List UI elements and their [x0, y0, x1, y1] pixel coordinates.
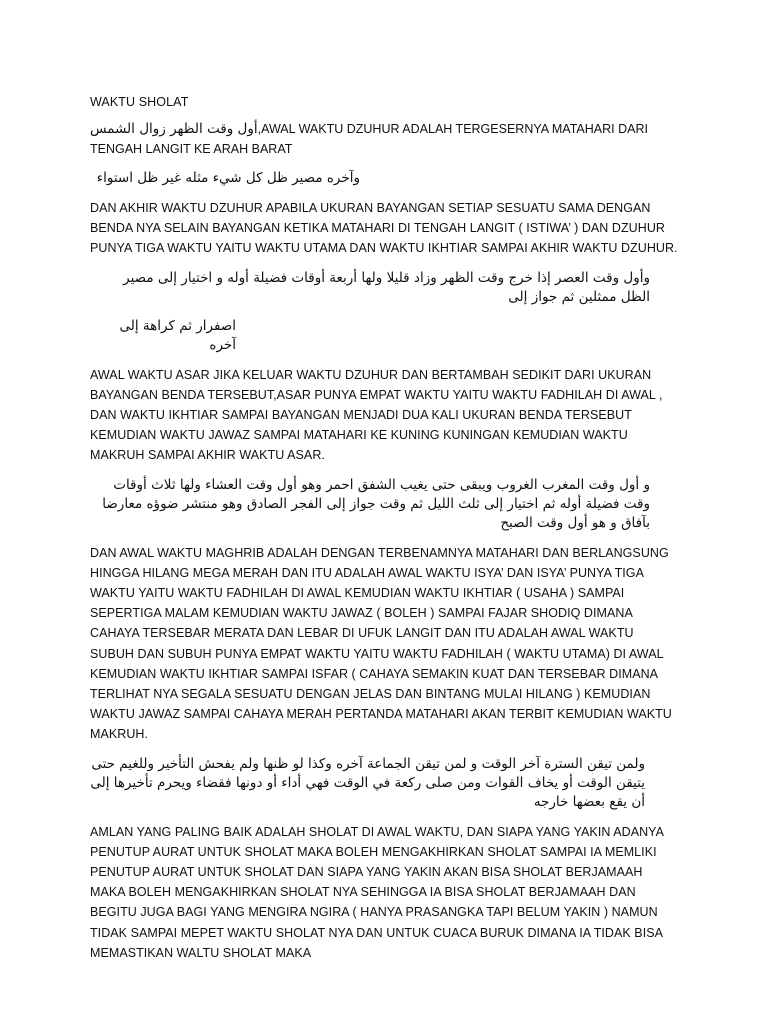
paragraph-maghrib-isya-subuh: DAN AWAL WAKTU MAGHRIB ADALAH DENGAN TERBENAMNYA MATAHARI DAN BERLANGSUNG HINGGA HILANG MEGA MERAH DAN ITU ADALAH AWAL WAKTU ISYA’ DAN ISYA’ PUNYA TIGA WAKTU YAITU WAKTU FADHILAH DI AWAL KEMUDIAN WAKTU IKHTIAR ( USAHA ) SAMPAI SEPERTIGA MALAM KEMUDIAN WAKTU JAWAZ ( BOLEH ) SAMPAI FAJAR SHODIQ DIMANA CAHAYA TERSEBAR MERATA DAN LEBAR DI UFUK LANGIT DAN ITU ADALAH AWAL WAKTU SUBUH DAN SUBUH PUNYA EMPAT WAKTU YAITU WAKTU FADHILAH ( WAKTU UTAMA) DI AWAL KEMUDIAN WAKTU IKHTIAR SAMPAI ISFAR ( CAHAYA SEMAKIN KUAT DAN TERSEBAR DIMANA TERLIHAT NYA SEGALA SESUATU DENGAN JELAS DAN BINTANG MULAI HILANG ) KEMUDIAN WAKTU JAWAZ SAMPAI CAHAYA MERAH PERTANDA MATAHARI AKAN TERBIT KEMUDIAN WAKTU MAKRUH.: [90, 545, 672, 742]
arabic-paragraph-asar-start: وأول وقت العصر إذا خرج وقت الظهر وزاد قليلا ولها أربعة أوقات فضيلة أوله و اختيار إلى مصير الظل ممثلين ثم جواز إلى: [123, 269, 650, 305]
latin-text-dzuhur-start: ,AWAL WAKTU DZUHUR ADALAH TERGESERNYA MATAHARI DARI TENGAH LANGIT KE ARAH BARAT: [90, 122, 648, 156]
paragraph-dzuhur-start: [90, 119, 680, 159]
arabic-paragraph-asar-end: اصفرار ثم كراهة إلى آخره: [119, 317, 236, 353]
document-title: WAKTU SHOLAT: [90, 95, 189, 109]
arabic-paragraph-delay: ولمن تيقن السترة آخر الوقت و لمن تيقن الجماعة آخره وكذا لو ظنها ولم يفحش التأخير وللغيم حتى يتيقن الوقت أو يخاف القوات ومن صلى ركعة في الوقت فهي أداء أو دونها فقضاء ويحرم تأخيرها إلى أن يقع بعضها خارجه: [90, 755, 645, 810]
arabic-paragraph-dzuhur-end: وآخره مصير ظل كل شيء مثله غير ظل استواء: [96, 170, 360, 186]
arabic-paragraph-maghrib: و أول وقت المغرب الغروب ويبقى حتى يغيب الشفق احمر وهو أول وقت العشاء ولها ثلاث أوقات وقت فضيلة أوله ثم اختيار إلى ثلث الليل ثم وقت جواز إلى الفجر الصادق وهو منتشر ضوؤه معارضا بآفاق و هو أول وقت الصبح: [102, 476, 650, 531]
paragraph-dzuhur-end: DAN AKHIR WAKTU DZUHUR APABILA UKURAN BAYANGAN SETIAP SESUATU SAMA DENGAN BENDA NYA SELAIN BAYANGAN KETIKA MATAHARI DI TENGAH LANGIT ( ISTIWA’ ) DAN DZUHUR PUNYA TIGA WAKTU YAITU WAKTU UTAMA DAN WAKTU IKHTIAR SAMPAI AKHIR WAKTU DZUHUR.: [90, 201, 678, 256]
arabic-text-dzuhur-start: أول وقت الظهر زوال الشمس: [90, 121, 258, 137]
paragraph-delay: AMLAN YANG PALING BAIK ADALAH SHOLAT DI AWAL WAKTU, DAN SIAPA YANG YAKIN ADANYA PENUTUP AURAT UNTUK SHOLAT MAKA BOLEH MENGAKHIRKAN SHOLAT SAMPAI IA MEMLIKI PENUTUP AURAT UNTUK SHOLAT DAN SIAPA YANG YAKIN AKAN BISA SHOLAT BERJAMAAH MAKA BOLEH MENGAKHIRKAN SHOLAT NYA SEHINGGA IA BISA SHOLAT BERJAMAAH DAN BEGITU JUGA BAGI YANG MENGIRA NGIRA ( HANYA PRASANGKA TAPI BELUM YAKIN ) NAMUN TIDAK SAMPAI MEPET WAKTU SHOLAT NYA DAN UNTUK CUACA BURUK DIMANA IA TIDAK BISA MEMASTIKAN WALTU SHOLAT MAKA: [90, 824, 664, 960]
paragraph-asar: AWAL WAKTU ASAR JIKA KELUAR WAKTU DZUHUR DAN BERTAMBAH SEDIKIT DARI UKURAN BAYANGAN BENDA TERSEBUT,ASAR PUNYA EMPAT WAKTU YAITU WAKTU FADHILAH DI AWAL , DAN WAKTU IKHTIAR SAMPAI BAYANGAN MENJADI DUA KALI UKURAN BENDA TERSEBUT KEMUDIAN WAKTU JAWAZ SAMPAI MATAHARI KE KUNING KUNINGAN KEMUDIAN WAKTU MAKRUH SAMPAI AKHIR WAKTU ASAR.: [90, 367, 663, 463]
document-body: [90, 93, 680, 973]
